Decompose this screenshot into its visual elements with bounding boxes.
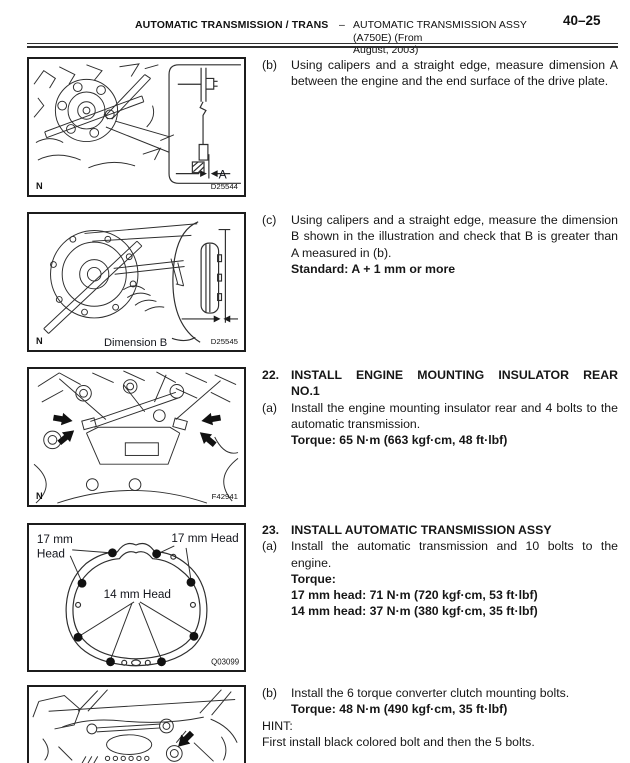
callout-detail [169,65,241,184]
torque-spec-14mm: 14 mm head: 37 N·m (380 kgf·cm, 35 ft·lbf) [291,604,538,619]
standard-spec: Standard: A + 1 mm or more [291,261,456,276]
bell-housing-outline [66,544,207,666]
substep-text-group [291,538,618,619]
substep-row [262,538,618,619]
torque-spec-17mm: 17 mm head: 71 N·m (720 kgf·cm, 53 ft·lbf) [291,588,538,603]
step-text: Using calipers and a straight edge, measure the dimension B shown in the illustration and check that B is greater than A measured in (b). [291,213,618,260]
torque-spec: Torque: 65 N·m (663 kgf·cm, 48 ft·lbf) [291,433,508,448]
step-heading-line2: NO.1 [291,384,320,399]
header-rule [27,43,618,48]
step-row [262,212,618,277]
step-heading-group [291,367,618,400]
figure-dimension-a-drawing [29,59,244,195]
label-14mm: 14 mm Head [103,587,171,601]
figure-id: Q03099 [211,657,240,667]
header-dash: – [339,19,345,31]
engine-line-art [34,64,174,168]
right-bolt [173,418,187,430]
step-measure-dimension-b [262,212,618,277]
transmission-line-art [44,224,197,334]
hint-text: First install black colored bolt and then the 5 bolts. [262,734,535,749]
step-heading-line1: INSTALL ENGINE MOUNTING INSULATOR REAR [291,368,618,382]
step-measure-dimension-a [262,57,618,90]
left-bolt [82,418,96,430]
insulator-bracket [86,427,179,464]
step-23-install-transmission [262,522,618,620]
header-section-title: AUTOMATIC TRANSMISSION / TRANS [135,19,329,31]
bolt-arrows [52,411,221,449]
step-row [262,57,618,90]
figure-id: D25544 [210,182,239,192]
step-text-group [291,212,618,277]
header-subsection-line2: August, 2003) [353,44,419,56]
figure-bolt-locations-drawing [29,525,244,670]
torque-spec: Torque: 48 N·m (490 kgf·cm, 35 ft·lbf) [291,702,508,717]
substep-text: Install the 6 torque converter clutch mounting bolts. [291,686,570,700]
step-label: (b) [262,58,278,72]
figure-mounting-insulator [27,367,246,507]
step-number: 23. [262,523,280,537]
step-text: Using calipers and a straight edge, measure dimension A between the engine and the end surface of the drive plate. [291,58,618,89]
substep-label: (a) [262,539,278,554]
substep-text-group [291,400,618,449]
callout-leader-lines [106,121,169,152]
torque-label: Torque: [291,571,336,586]
figure-corner-label: N [35,491,43,502]
label-17mm-left-line1: 17 mm [36,533,73,547]
figure-id: F42941 [211,492,239,502]
bolt-dots [74,548,199,666]
figure-id: D25545 [210,337,239,347]
dimension-b-label: Dimension B [103,337,168,350]
dimension-a-label: A [218,167,227,182]
label-leader-lines [70,546,194,660]
step-install-converter-bolts [262,685,618,750]
substep-text-group [291,685,618,718]
figure-corner-label: N [35,336,43,347]
label-17mm-right: 17 mm Head [171,532,239,546]
figure-corner-label: N [35,181,43,192]
caliper [104,75,151,120]
step-22-install-insulator [262,367,618,448]
header-subsection-title [353,19,558,57]
step-label: (c) [262,213,277,227]
substep-row [262,400,618,449]
step-heading-row [262,522,618,538]
figure-converter-bolts [27,685,246,763]
substep-label: (b) [262,686,278,700]
substep-label: (a) [262,400,278,415]
step-heading-row [262,367,618,400]
step-heading: INSTALL AUTOMATIC TRANSMISSION ASSY [291,523,552,537]
figure-dimension-b [27,212,246,352]
figure-bolt-locations [27,523,246,672]
figure-converter-bolts-drawing [29,687,244,763]
hint-label: HINT: [262,718,293,733]
label-17mm-left-line2: Head [36,547,65,561]
hand [123,286,164,311]
callout-detail [172,222,238,342]
step-number: 22. [262,368,280,382]
dimension-arrows [214,316,231,323]
substep-text: Install the engine mounting insulator rear and 4 bolts to the automatic transmission. [291,400,618,431]
header-subsection-line1: AUTOMATIC TRANSMISSION ASSY (A750E) (From [353,19,527,44]
engine-line-art [33,690,237,763]
figure-mounting-insulator-drawing [29,369,244,505]
page-number: 40–25 [563,13,601,28]
figure-dimension-b-drawing [29,214,244,350]
substep-row [262,685,618,718]
figure-dimension-a [27,57,246,197]
substep-text: Install the automatic transmission and 10 bolts to the engine. [291,539,618,570]
